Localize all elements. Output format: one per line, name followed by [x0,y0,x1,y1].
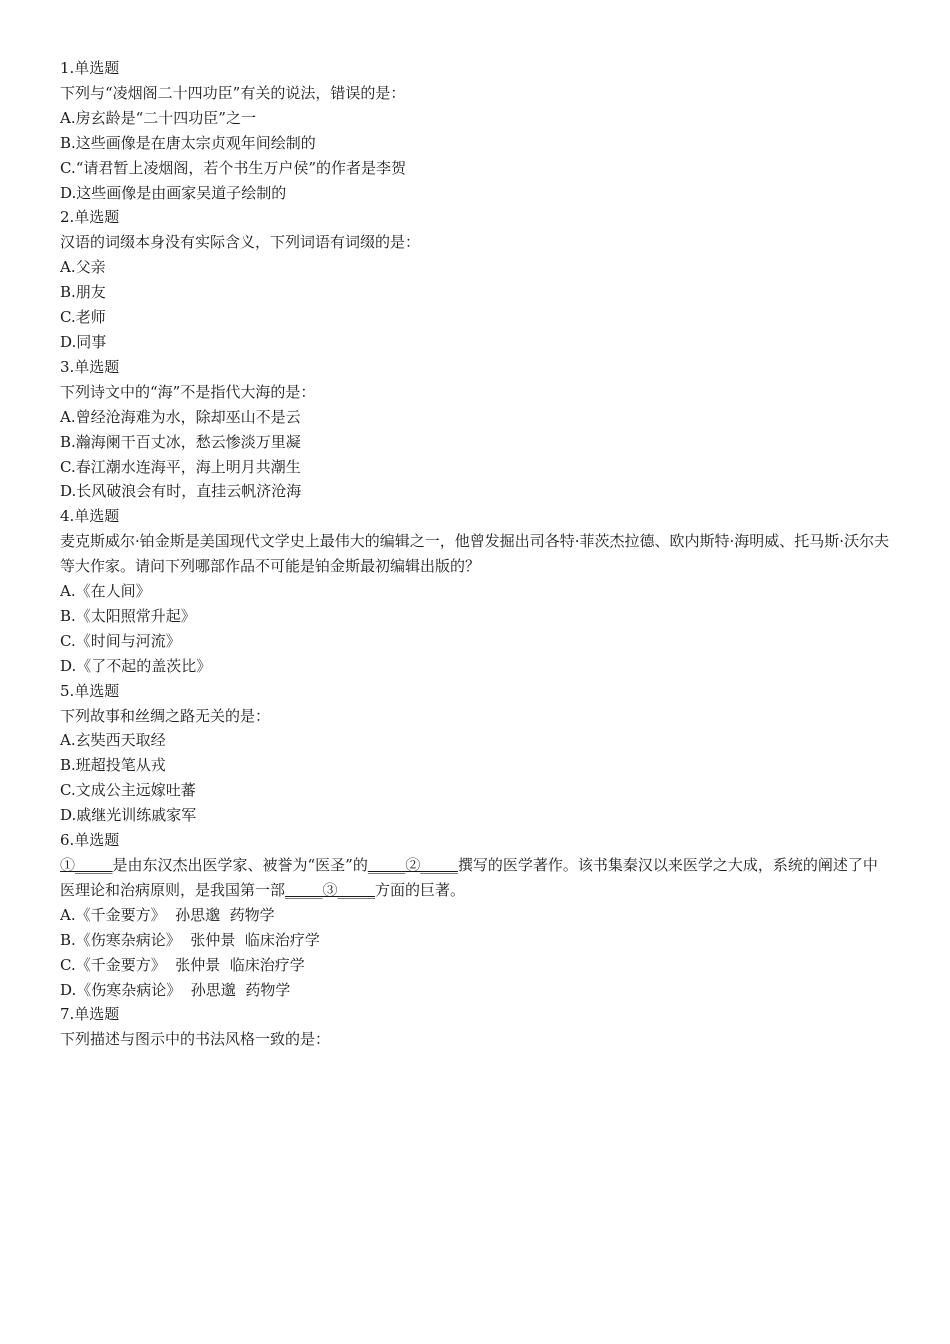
option-d: D.戚继光训练戚家军 [60,806,197,825]
option-c: C.春江潮水连海平，海上明月共潮生 [60,457,301,476]
option-a: A.《在人间》 [60,582,151,601]
blank-2: _____②_____ [367,856,458,874]
question-stem: 汉语的词缀本身没有实际含义，下列词语有词缀的是： [60,233,421,252]
question-1 [60,56,890,205]
question-6 [60,828,890,1002]
option-a: A.《千金要方》 孙思邈 药物学 [60,905,275,924]
option-d: D.长风破浪会有时，直挂云帆济沧海 [60,482,302,501]
option-a: A.父亲 [60,258,106,277]
option-c: C.《时间与河流》 [60,631,181,650]
document-page [60,56,890,1052]
option-d: D.《了不起的盖茨比》 [60,656,212,675]
option-c: C.老师 [60,308,106,327]
option-a: A.玄奘西天取经 [60,731,166,750]
option-b: B.朋友 [60,283,106,302]
question-stem: 下列故事和丝绸之路无关的是： [60,706,271,725]
question-5 [60,679,890,828]
option-b: B.班超投笔从戎 [60,756,166,775]
question-4 [60,504,890,678]
question-3 [60,355,890,504]
option-b: B.这些画像是在唐太宗贞观年间绘制的 [60,133,316,152]
question-stem: 下列与“凌烟阁二十四功臣”有关的说法，错误的是： [60,83,406,102]
question-stem: 下列诗文中的“海”不是指代大海的是： [60,382,316,401]
option-b: B.瀚海阑干百丈冰，愁云惨淡万里凝 [60,432,301,451]
blank-3: _____③_____ [285,880,376,899]
stem-text-3: 方面的巨著。 [375,880,466,899]
question-stem: 下列描述与图示中的书法风格一致的是： [60,1030,331,1049]
question-header: 2.单选题 [60,208,120,227]
question-header: 7.单选题 [60,1005,120,1024]
option-b: B.《伤寒杂病论》 张仲景 临床治疗学 [60,930,320,949]
option-d: D.《伤寒杂病论》 孙思邈 药物学 [60,980,291,999]
question-header: 3.单选题 [60,357,120,376]
option-b: B.《太阳照常升起》 [60,606,196,625]
question-7 [60,1002,890,1052]
option-a: A.房玄龄是“二十四功臣”之一 [60,108,256,127]
stem-text-2: 撰写的医学著作。该书集秦汉以来医学之大成，系统的阐述了中医理论和治病原则，是我国第一部 [60,856,878,899]
option-d: D.这些画像是由画家吴道子绘制的 [60,183,287,202]
stem-text-1: 是由东汉杰出医学家、被誉为“医圣”的 [112,856,368,874]
option-d: D.同事 [60,332,107,351]
question-stem: 麦克斯威尔·铂金斯是美国现代文学史上最伟大的编辑之一，他曾发掘出司各特·菲茨杰拉德、欧内斯特·海明威、托马斯·沃尔夫等大作家。请问下列哪部作品不可能是铂金斯最初编辑出版的？ [60,532,890,576]
question-header: 4.单选题 [60,507,120,526]
option-a: A.曾经沧海难为水，除却巫山不是云 [60,407,301,426]
option-c: C.文成公主远嫁吐蕃 [60,781,196,800]
blank-1: ①_____ [60,856,113,874]
option-c: C.“请君暂上凌烟阁，若个书生万户侯”的作者是李贺 [60,158,407,177]
question-header: 5.单选题 [60,681,120,700]
question-header: 1.单选题 [60,59,120,77]
question-header: 6.单选题 [60,831,120,850]
question-stem [60,853,890,903]
option-c: C.《千金要方》 张仲景 临床治疗学 [60,955,305,974]
question-2 [60,205,890,354]
